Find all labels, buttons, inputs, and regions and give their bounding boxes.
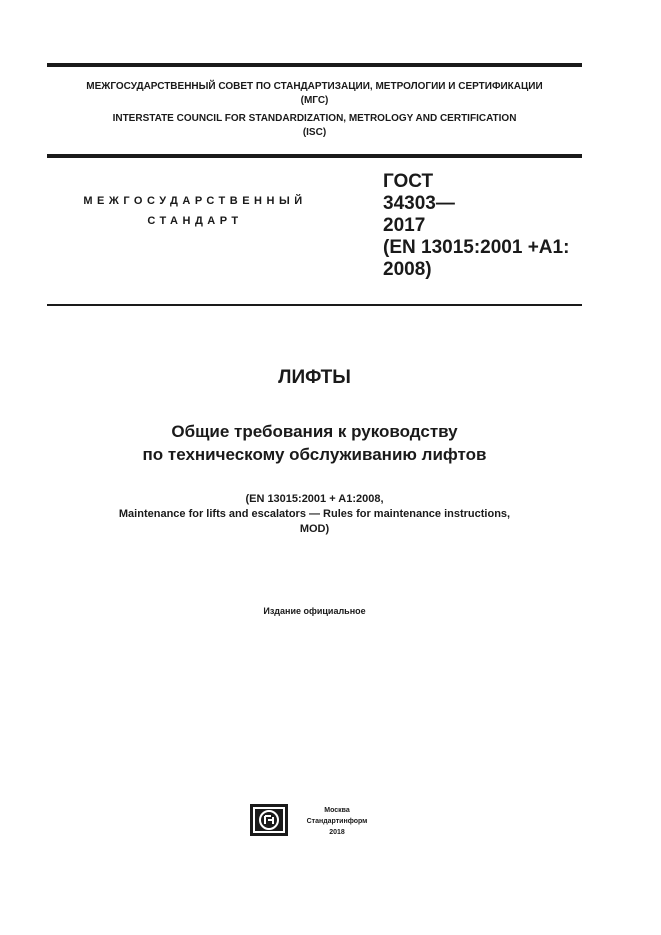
en-reference bbox=[47, 492, 582, 537]
gost-line4: (EN 13015:2001 +A1: bbox=[383, 237, 570, 258]
council-en-name: INTERSTATE COUNCIL FOR STANDARDIZATION, METROLOGY AND CERTIFICATION bbox=[112, 113, 517, 124]
council-en-abbr: (ISC) bbox=[302, 127, 327, 138]
council-ru-name: МЕЖГОСУДАРСТВЕННЫЙ СОВЕТ ПО СТАНДАРТИЗАЦИИ, МЕТРОЛОГИИ И СЕРТИФИКАЦИИ bbox=[86, 81, 543, 92]
council-ru bbox=[47, 80, 582, 108]
en-line3: MOD) bbox=[299, 523, 330, 535]
council-ru-abbr: (МГС) bbox=[300, 95, 329, 106]
subtitle-line2: по техническому обслуживанию лифтов bbox=[142, 445, 487, 464]
publisher-name: Стандартинформ bbox=[306, 818, 368, 825]
publisher-info bbox=[292, 805, 382, 838]
standartinform-logo-icon bbox=[249, 803, 289, 837]
top-rule bbox=[47, 63, 582, 67]
standard-type-line2: СТАНДАРТ bbox=[147, 215, 243, 227]
document-title: ЛИФТЫ bbox=[278, 367, 351, 388]
publisher-year: 2018 bbox=[329, 829, 345, 836]
en-line1: (EN 13015:2001 + A1:2008, bbox=[245, 493, 384, 505]
subtitle-line1: Общие требования к руководству bbox=[171, 422, 458, 441]
gost-line2: 34303— bbox=[383, 193, 455, 214]
edition-note: Издание официальное bbox=[263, 606, 366, 616]
header-rule bbox=[47, 154, 582, 158]
gost-line5: 2008) bbox=[383, 259, 432, 280]
standard-type-line1: МЕЖГОСУДАРСТВЕННЫЙ bbox=[83, 195, 307, 207]
gost-line3: 2017 bbox=[383, 215, 426, 236]
council-en bbox=[47, 112, 582, 140]
standard-type bbox=[60, 191, 330, 231]
gost-line1: ГОСТ bbox=[383, 171, 434, 192]
publisher-city: Москва bbox=[324, 807, 350, 814]
en-line2: Maintenance for lifts and escalators — Rules for maintenance instructions, bbox=[118, 508, 511, 520]
document-subtitle bbox=[47, 420, 582, 466]
designation-rule bbox=[47, 304, 582, 306]
gost-designation bbox=[383, 171, 593, 281]
